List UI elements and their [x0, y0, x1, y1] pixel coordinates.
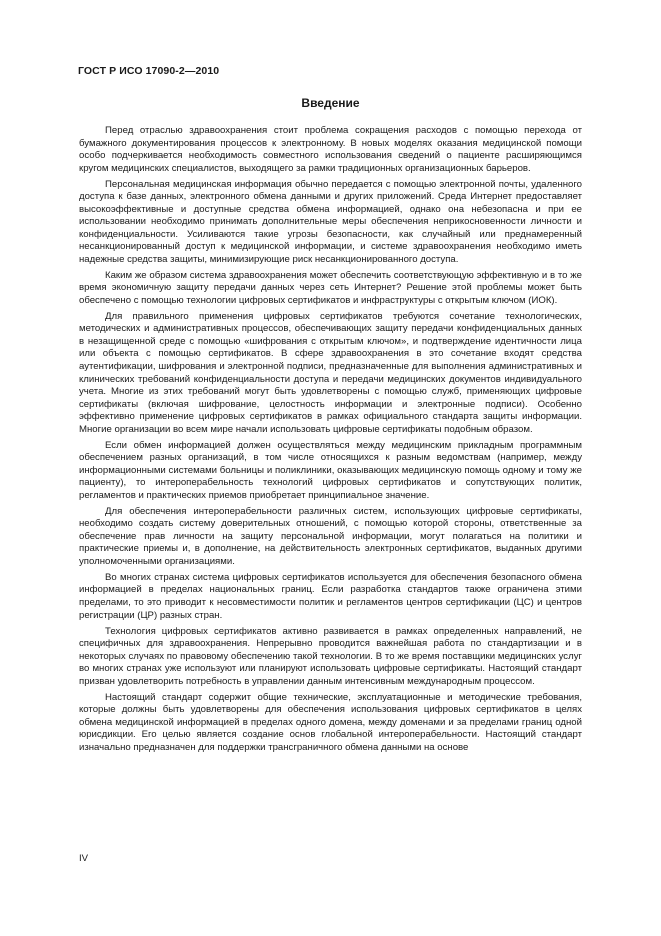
paragraph: Для правильного применения цифровых сертификатов требуются сочетание технологических, методических и административных процессов, обеспечивающих защиту передачи конфиденциальных данных в незащищенной среде с помощью «шифрования с открытым ключом», и подтверждение идентичности лица или объекта с помощью сертификатов. В сфере здравоохранения в это сочетание входят средства аутентификации, шифрования и электронной подписи, предназначенные для выполнения административных и клинических требований конфиденциальности доступа и передачи медицинских документов индивидуального учета. Многие из этих требований могут быть удовлетворены с помощью служб, применяющих цифровые сертификаты (включая шифрование, целостность информации и электронные подписи). Особенно эффективно применение цифровых сертификатов в рамках официального стандарта защиты информации. Многие организации во всем мире начали использовать цифровые сертификаты подобным образом.: [79, 310, 582, 435]
paragraph: Настоящий стандарт содержит общие технические, эксплуатационные и методические требования, которые должны быть удовлетворены для обеспечения использования цифровых сертификатов в целях обмена медицинской информацией в пределах одного домена, между доменами и за пределами границ одной юрисдикции. Его целью является создание основ глобальной интероперабельности. Настоящий стандарт изначально предназначен для поддержки трансграничного обмена данными на основе: [79, 691, 582, 753]
paragraph: Персональная медицинская информация обычно передается с помощью электронной почты, удаленного доступа к базе данных, электронного обмена данными и других приложений. Среда Интернет предоставляет высокоэффективные и доступные средства обмена информацией, однако она небезопасна и при ее использовании необходимо принимать дополнительные меры обеспечения неприкосновенности личности и конфиденциальности. Усиливаются такие угрозы безопасности, как случайный или преднамеренный несанкционированный доступ к медицинской информации, и системе здравоохранения необходимо иметь надежные средства защиты, минимизирующие риск несанкционированного доступа.: [79, 178, 582, 265]
page-number: IV: [79, 853, 89, 864]
paragraph: Для обеспечения интероперабельности различных систем, использующих цифровые сертификаты, необходимо создать систему доверительных отношений, с помощью которой стороны, ответственные за обеспечение прав личности на защиту персональной информации, могут полагаться на политики и практические приемы и, в дополнение, на действительность электронных сертификатов, выданных другими уполномоченными организациями.: [79, 505, 582, 567]
section-title: Введение: [301, 96, 360, 110]
paragraph: Перед отраслью здравоохранения стоит проблема сокращения расходов с помощью перехода от бумажного документирования процессов к электронному. В новых моделях оказания медицинской помощи особо подчеркивается необходимость совместного использования сведений о пациенте расширяющимся кругом медицинских специалистов, выходящего за рамки традиционных организационных барьеров.: [79, 125, 582, 174]
paragraph: Технология цифровых сертификатов активно развивается в рамках определенных направлений, не специфичных для здравоохранения. Непрерывно проводится важнейшая работа по стандартизации и в некоторых случаях по правовому обеспечению такой технологии. В то же время поставщики медицинских услуг во многих странах уже используют или планируют использовать цифровые сертификаты. Настоящий стандарт призван удовлетворить потребность в управлении данным интенсивным международным процессом.: [79, 625, 582, 687]
standard-designation: ГОСТ Р ИСО 17090-2—2010: [78, 65, 220, 77]
paragraph: Каким же образом система здравоохранения может обеспечить соответствующую эффективную и в то же время экономичную защиту передачи данных через сеть Интернет? Решение этой проблемы может быть обеспечено с помощью технологии цифровых сертификатов и инфраструктуры с открытым ключом (ИОК).: [79, 269, 582, 306]
paragraph: Если обмен информацией должен осуществляться между медицинским прикладным программным обеспечением разных организаций, в том числе относящихся к разным ведомствам (например, между информационными системами больницы и поликлиники, оказывающих медицинскую помощь одному и тому же пациенту), то интероперабельность технологий цифровых сертификатов и сопутствующих политик, регламентов и практических приемов приобретает принципиальное значение.: [79, 439, 582, 501]
introduction-body: [79, 125, 582, 758]
paragraph: Во многих странах система цифровых сертификатов используется для обеспечения безопасного обмена информацией в пределах национальных границ. Если разработка стандартов также ограничена этими пределами, то это приводит к несовместимости политик и регламентов центров сертификации (ЦС) и центров регистрации (ЦР) разных стран.: [79, 571, 582, 621]
